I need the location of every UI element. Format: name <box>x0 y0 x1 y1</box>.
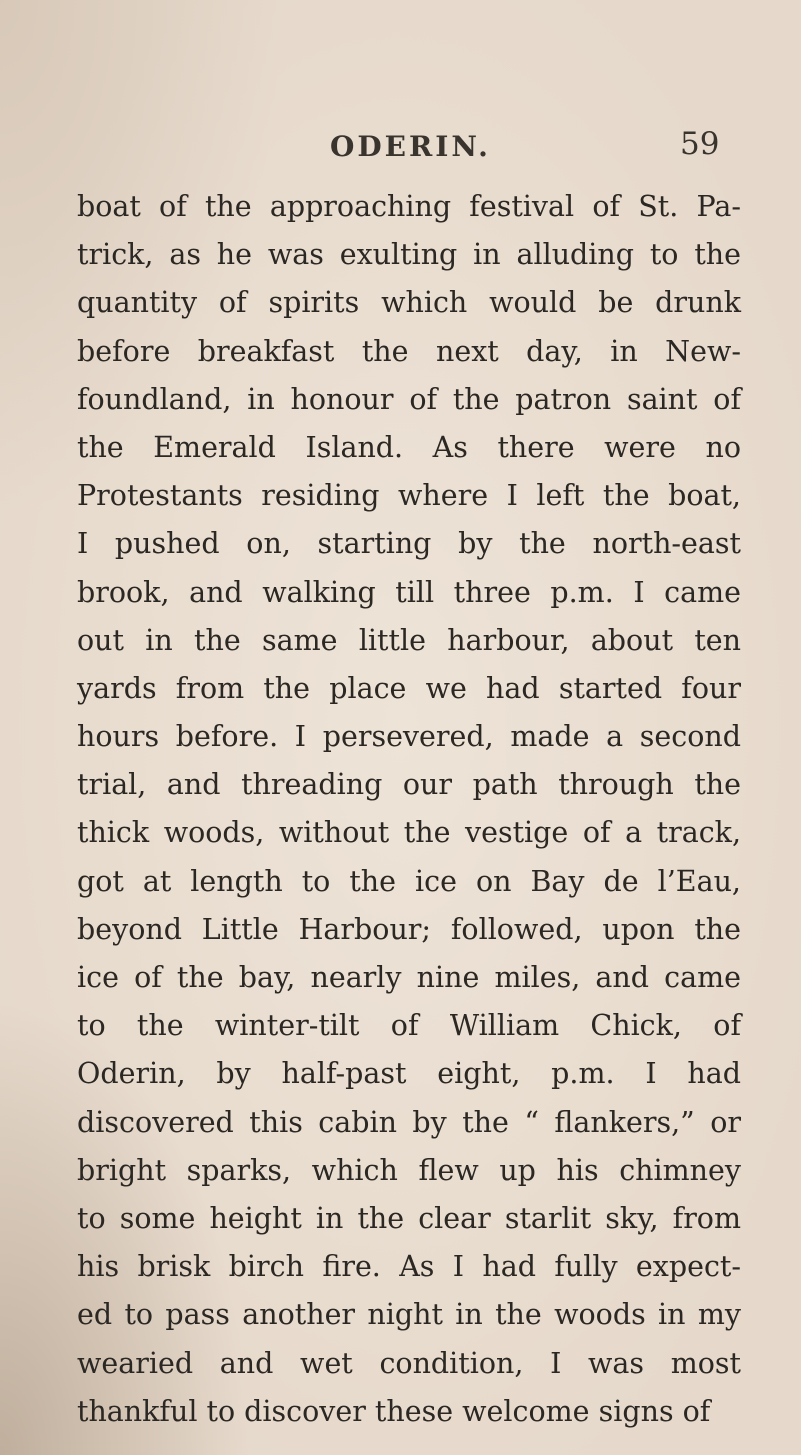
text-line: brook, and walking till three p.m. I came <box>77 575 741 609</box>
text-line: got at length to the ice on Bay de l’Eau, <box>77 864 741 898</box>
text-line: yards from the place we had started four <box>77 671 741 705</box>
text-line: to some height in the clear starlit sky, from <box>77 1201 741 1235</box>
text-line: the Emerald Island. As there were no <box>77 430 741 464</box>
running-title: ODERIN. <box>330 130 491 163</box>
page-number: 59 <box>680 126 720 162</box>
text-line: discovered this cabin by the “ flankers,” or <box>77 1105 741 1139</box>
text-line: foundland, in honour of the patron saint of <box>77 382 741 416</box>
text-line: beyond Little Harbour; followed, upon the <box>77 912 741 946</box>
text-line: before breakfast the next day, in New- <box>77 334 741 368</box>
text-line: Protestants residing where I left the boat, <box>77 479 741 513</box>
text-line: to the winter-tilt of William Chick, of <box>77 1009 741 1043</box>
text-line: I pushed on, starting by the north-east <box>77 527 741 561</box>
text-line: quantity of spirits which would be drunk <box>77 286 741 320</box>
body-text <box>77 183 741 1436</box>
running-head <box>0 126 801 170</box>
text-line: hours before. I persevered, made a second <box>77 720 741 754</box>
text-line: ice of the bay, nearly nine miles, and came <box>77 961 741 994</box>
text-line: trick, as he was exulting in alluding to the <box>77 238 741 272</box>
text-line: thick woods, without the vestige of a track, <box>77 816 741 850</box>
text-line: Oderin, by half-past eight, p.m. I had <box>77 1057 741 1091</box>
text-line: thankful to discover these welcome signs of <box>77 1394 711 1428</box>
text-line: wearied and wet condition, I was most <box>77 1346 741 1380</box>
text-line: ed to pass another night in the woods in my <box>77 1298 741 1332</box>
text-line: bright sparks, which flew up his chimney <box>77 1153 741 1187</box>
text-line: boat of the approaching festival of St. Pa- <box>77 190 741 223</box>
text-line: his brisk birch fire. As I had fully expect- <box>77 1250 741 1284</box>
text-line: out in the same little harbour, about ten <box>77 623 741 657</box>
text-line: trial, and threading our path through the <box>77 768 741 802</box>
